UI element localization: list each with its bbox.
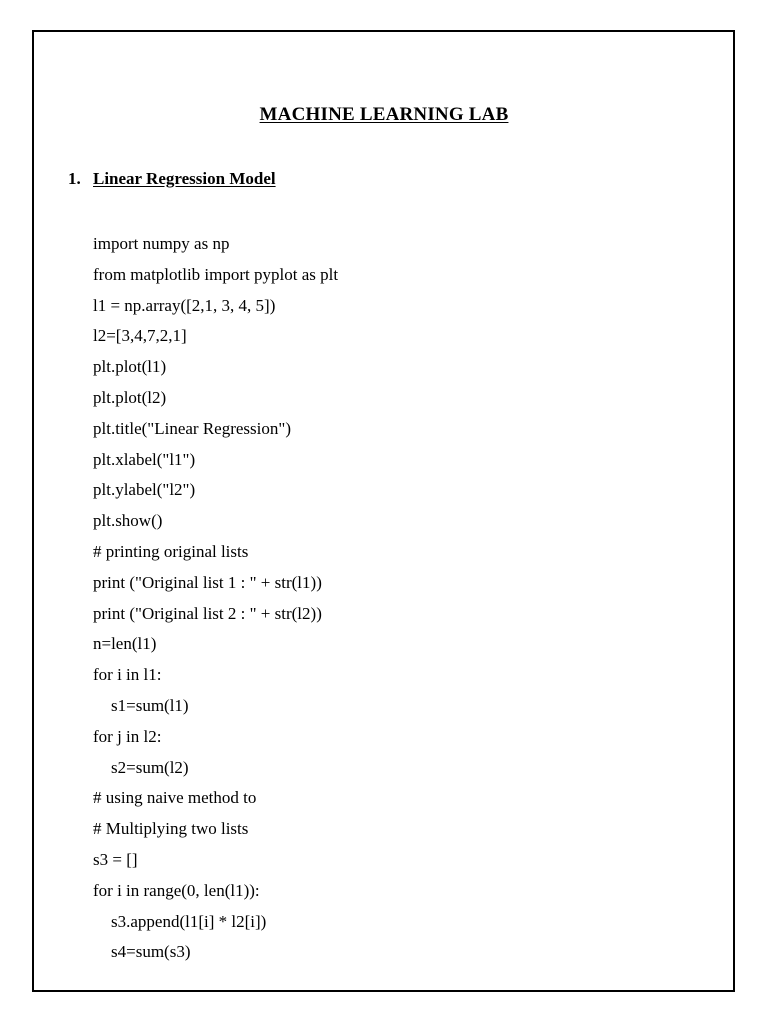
- code-line: l2=[3,4,7,2,1]: [93, 326, 187, 346]
- code-line: for i in range(0, len(l1)):: [93, 880, 260, 900]
- code-line: plt.plot(l2): [93, 387, 167, 407]
- document-title: MACHINE LEARNING LAB: [259, 104, 509, 125]
- code-line: plt.ylabel("l2"): [93, 480, 196, 500]
- section-heading: [68, 169, 276, 189]
- section-heading-label: Linear Regression Model: [93, 169, 276, 188]
- code-block: [93, 229, 338, 968]
- code-line: s4=sum(s3): [111, 942, 191, 962]
- code-line: s2=sum(l2): [111, 757, 189, 777]
- code-line: from matplotlib import pyplot as plt: [93, 264, 339, 284]
- section-number: 1.: [68, 169, 81, 188]
- code-line: # printing original lists: [93, 541, 249, 561]
- code-line: print ("Original list 2 : " + str(l2)): [93, 603, 322, 623]
- code-line: plt.xlabel("l1"): [93, 449, 196, 469]
- code-line: for i in l1:: [93, 665, 162, 685]
- code-line: s1=sum(l1): [111, 695, 189, 715]
- code-line: s3.append(l1[i] * l2[i]): [111, 911, 267, 931]
- code-line: # Multiplying two lists: [93, 819, 249, 839]
- code-line: # using naive method to: [93, 788, 257, 808]
- code-line: l1 = np.array([2,1, 3, 4, 5]): [93, 295, 276, 315]
- code-line: plt.show(): [93, 511, 163, 531]
- code-line: import numpy as np: [93, 234, 230, 253]
- code-line: s3 = []: [93, 849, 138, 869]
- code-line: plt.title("Linear Regression"): [93, 418, 291, 438]
- code-line: for j in l2:: [93, 726, 162, 746]
- code-line: n=len(l1): [93, 634, 157, 654]
- code-line: plt.plot(l1): [93, 357, 167, 377]
- code-line: print ("Original list 1 : " + str(l1)): [93, 572, 322, 592]
